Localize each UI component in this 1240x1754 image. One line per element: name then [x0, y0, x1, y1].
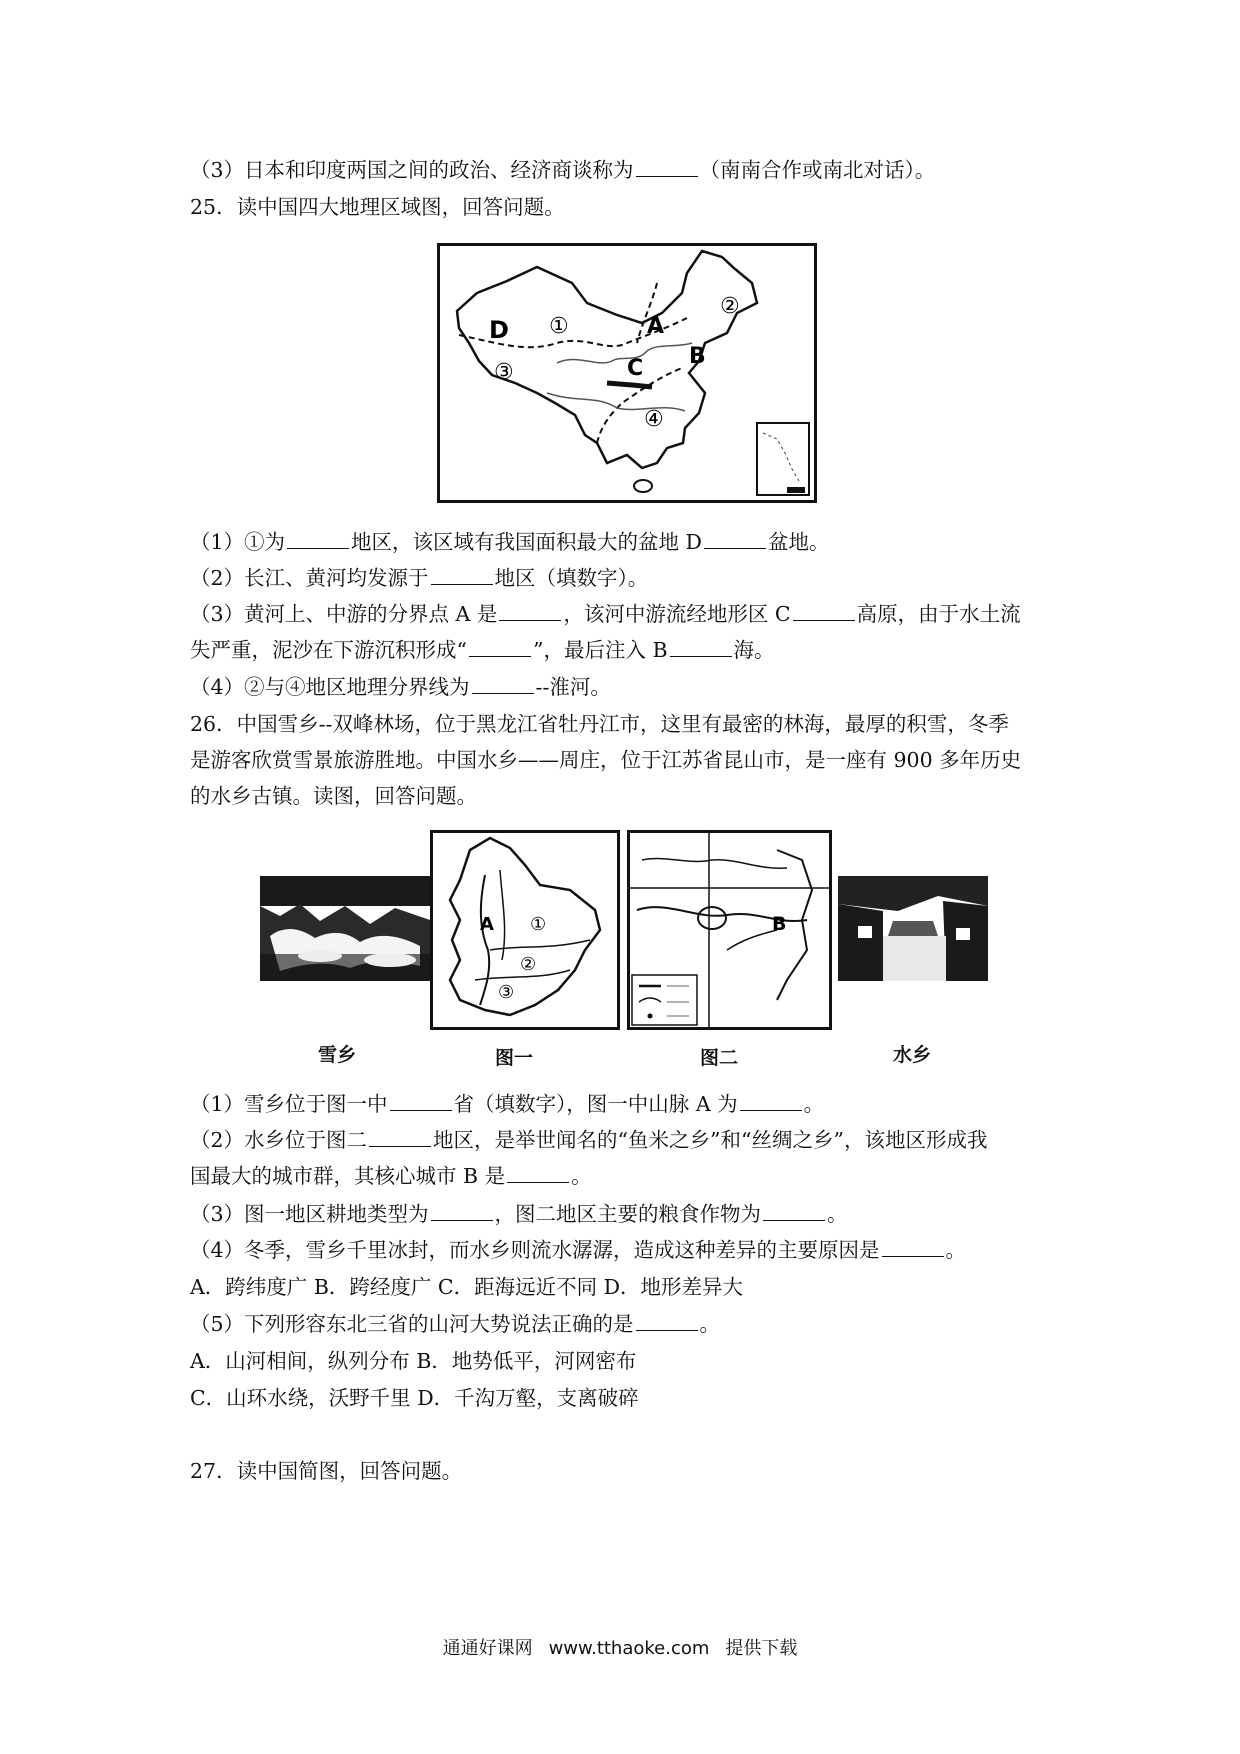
map2-label-b: B: [772, 913, 787, 935]
q26-s4: （4）冬季，雪乡千里冰封，而水乡则流水潺潺，造成这种差异的主要原因是 。: [190, 1238, 967, 1262]
q26-s3: （3）图一地区耕地类型为 ，图二地区主要的粮食作物为 。: [190, 1202, 848, 1226]
q27-title: 27．读中国简图，回答问题。: [190, 1459, 463, 1483]
footer-site: 通通好课网: [442, 1638, 533, 1659]
map-label-region-3: ③: [494, 360, 514, 385]
q25-s3a: （3）黄河上、中游的分界点 A 是 ，该河中游流经地形区 C 高原，由于水土流: [190, 602, 1021, 626]
map-label-d: D: [489, 316, 509, 344]
footer-tail: 提供下载: [725, 1638, 798, 1659]
q26-intro-1: 26．中国雪乡--双峰林场，位于黑龙江省牡丹江市，这里有最密的林海，最厚的积雪，冬季: [190, 712, 1009, 736]
answer-blank[interactable]: [431, 1200, 493, 1221]
answer-blank[interactable]: [472, 673, 534, 694]
figure-2-delta-map: [627, 830, 832, 1030]
map-label-c: C: [627, 356, 644, 381]
answer-blank[interactable]: [670, 636, 732, 657]
q26-intro-2: 是游客欣赏雪景旅游胜地。中国水乡——周庄，位于江苏省昆山市，是一座有 900 多年历史: [190, 748, 1022, 772]
map1-label-region-2: ②: [520, 954, 537, 975]
answer-blank[interactable]: [704, 528, 766, 549]
q26-s4-options: A．跨纬度广 B．跨经度广 C．距海远近不同 D．地形差异大: [190, 1275, 744, 1299]
q26-s5-options-2: C．山环水绕，沃野千里 D．千沟万壑，支离破碎: [190, 1386, 639, 1410]
q26-intro-3: 的水乡古镇。读图，回答问题。: [190, 784, 477, 808]
footer: [0, 1634, 1240, 1660]
answer-blank[interactable]: [636, 156, 698, 177]
caption-figure-1: 图一: [495, 1047, 534, 1069]
answer-blank[interactable]: [469, 636, 531, 657]
q26-s5-options-1: A．山河相间，纵列分布 B．地势低平，河网密布: [190, 1349, 637, 1373]
answer-blank[interactable]: [507, 1162, 569, 1183]
answer-blank[interactable]: [763, 1200, 825, 1221]
map-label-a: A: [647, 314, 665, 339]
q26-s2b: 国最大的城市群，其核心城市 B 是 。: [190, 1164, 592, 1188]
answer-blank[interactable]: [287, 528, 349, 549]
map1-label-region-1: ①: [530, 914, 547, 935]
footer-url[interactable]: www.tthaoke.com: [548, 1638, 710, 1659]
map-label-region-2: ②: [720, 294, 740, 319]
q25-s3b: 失严重，泥沙在下游沉积形成“ ”，最后注入 B 海。: [190, 638, 775, 662]
answer-blank[interactable]: [431, 564, 493, 585]
answer-blank[interactable]: [390, 1090, 452, 1111]
q26-s5: （5）下列形容东北三省的山河大势说法正确的是 。: [190, 1312, 721, 1336]
map-label-b: B: [689, 344, 706, 369]
map1-label-a: A: [480, 914, 494, 935]
answer-blank[interactable]: [793, 600, 855, 621]
answer-blank[interactable]: [499, 600, 561, 621]
caption-snow-village: 雪乡: [318, 1044, 357, 1066]
china-regions-map: [437, 243, 817, 503]
answer-blank[interactable]: [882, 1236, 944, 1257]
water-village-photo: [838, 876, 988, 981]
map-label-region-1: ①: [549, 314, 569, 339]
snow-village-photo: [260, 876, 430, 981]
q25-title: 25．读中国四大地理区域图，回答问题。: [190, 195, 565, 219]
q24-3-line: （3）日本和印度两国之间的政治、经济商谈称为 （南南合作或南北对话）。: [190, 158, 936, 182]
figure-1-northeast-map: [430, 830, 620, 1030]
q25-s1: （1）①为 地区，该区域有我国面积最大的盆地 D 盆地。: [190, 530, 830, 554]
q25-s2: （2）长江、黄河均发源于 地区（填数字）。: [190, 566, 649, 590]
answer-blank[interactable]: [369, 1126, 431, 1147]
map1-label-region-3: ③: [498, 982, 515, 1003]
q25-s4: （4）②与④地区地理分界线为 --淮河。: [190, 675, 611, 699]
caption-figure-2: 图二: [700, 1047, 739, 1069]
answer-blank[interactable]: [740, 1090, 802, 1111]
answer-blank[interactable]: [636, 1310, 698, 1331]
caption-water-village: 水乡: [893, 1044, 932, 1066]
map-label-region-4: ④: [644, 407, 664, 432]
q26-s2a: （2）水乡位于图二 地区，是举世闻名的“鱼米之乡”和“丝绸之乡”，该地区形成我: [190, 1128, 988, 1152]
q26-s1: （1）雪乡位于图一中 省（填数字），图一中山脉 A 为 。: [190, 1092, 825, 1116]
